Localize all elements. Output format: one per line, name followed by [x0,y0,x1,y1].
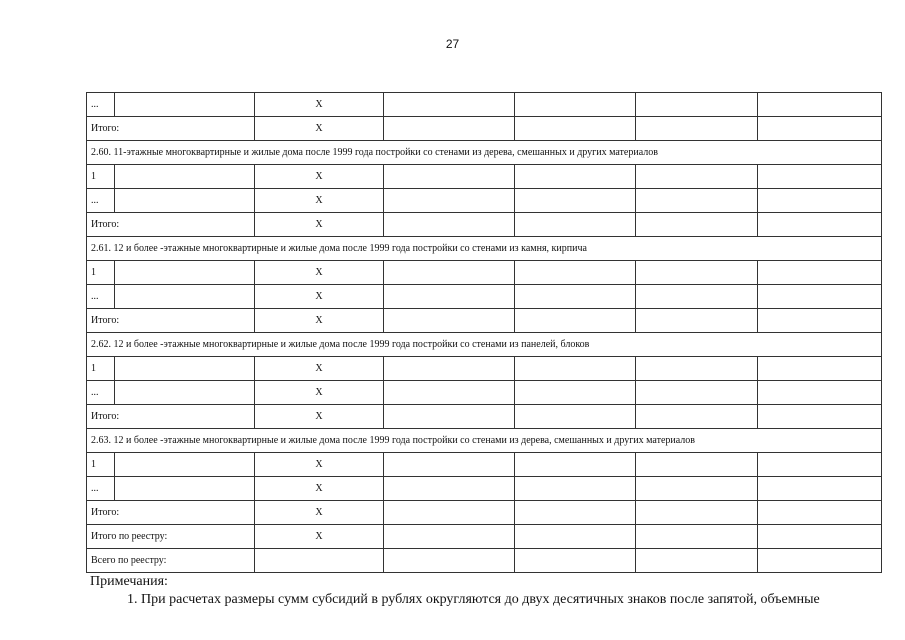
empty-cell [636,453,758,477]
row-number: 1 [87,261,115,285]
empty-cell [515,381,636,405]
total-label: Итого: [87,117,255,141]
row-number: ... [87,189,115,213]
empty-cell [384,285,515,309]
section-row [87,429,882,453]
row-name-cell [115,93,255,117]
total-row [87,501,882,525]
row-name-cell [115,285,255,309]
row-name-cell [115,189,255,213]
row-mark: X [255,261,384,285]
empty-cell [515,261,636,285]
empty-cell [636,213,758,237]
total-row [87,309,882,333]
empty-cell [384,405,515,429]
empty-cell [636,309,758,333]
empty-cell [636,261,758,285]
empty-cell [636,357,758,381]
table-row [87,381,882,405]
empty-cell [384,381,515,405]
empty-cell [515,525,636,549]
row-mark: X [255,525,384,549]
row-name-cell [115,477,255,501]
total-label: Итого: [87,405,255,429]
row-mark: X [255,405,384,429]
row-mark: X [255,381,384,405]
row-mark: X [255,357,384,381]
row-mark: X [255,189,384,213]
row-number: ... [87,93,115,117]
empty-cell [636,285,758,309]
empty-cell [636,93,758,117]
empty-cell [758,213,882,237]
empty-cell [636,189,758,213]
empty-cell [636,549,758,573]
row-mark: X [255,93,384,117]
section-title: 2.61. 12 и более -этажные многоквартирные и жилые дома после 1999 года постройки со стенами из камня, кирпича [87,237,882,261]
row-name-cell [115,261,255,285]
row-mark: X [255,453,384,477]
empty-cell [384,213,515,237]
row-name-cell [115,357,255,381]
empty-cell [636,117,758,141]
total-row [87,117,882,141]
empty-cell [758,357,882,381]
empty-cell [636,381,758,405]
row-number: 1 [87,357,115,381]
empty-cell [758,525,882,549]
empty-cell [515,189,636,213]
registry-table-body [87,93,882,573]
section-row [87,333,882,357]
notes-block [90,573,890,609]
empty-cell [758,261,882,285]
empty-cell [636,525,758,549]
empty-cell [758,477,882,501]
empty-cell [636,405,758,429]
row-mark: X [255,165,384,189]
row-name-cell [115,381,255,405]
empty-cell [384,309,515,333]
row-mark: X [255,477,384,501]
row-number: ... [87,477,115,501]
empty-cell [515,501,636,525]
empty-cell [384,453,515,477]
section-row [87,237,882,261]
empty-cell [384,165,515,189]
empty-cell [515,453,636,477]
empty-cell [384,357,515,381]
empty-cell [758,549,882,573]
empty-cell [636,501,758,525]
empty-cell [384,501,515,525]
notes-heading: Примечания: [90,574,168,589]
total-label: Итого: [87,501,255,525]
total-row [87,549,882,573]
empty-cell [758,501,882,525]
empty-cell [758,285,882,309]
empty-cell [636,165,758,189]
row-mark [255,549,384,573]
empty-cell [758,189,882,213]
page-number: 27 [445,37,460,51]
empty-cell [515,117,636,141]
row-name-cell [115,165,255,189]
empty-cell [758,93,882,117]
row-mark: X [255,309,384,333]
row-mark: X [255,285,384,309]
empty-cell [515,309,636,333]
row-name-cell [115,453,255,477]
empty-cell [384,117,515,141]
registry-table [86,92,882,573]
empty-cell [384,477,515,501]
table-row [87,285,882,309]
empty-cell [758,117,882,141]
empty-cell [758,453,882,477]
table-row [87,189,882,213]
empty-cell [758,165,882,189]
section-title: 2.62. 12 и более -этажные многоквартирные и жилые дома после 1999 года постройки со стенами из панелей, блоков [87,333,882,357]
table-row [87,453,882,477]
section-row [87,141,882,165]
table-row [87,477,882,501]
row-number: 1 [87,453,115,477]
empty-cell [758,309,882,333]
row-number: ... [87,285,115,309]
total-row [87,213,882,237]
total-label: Всего по реестру: [87,549,255,573]
row-number: ... [87,381,115,405]
empty-cell [384,189,515,213]
empty-cell [515,357,636,381]
table-row [87,93,882,117]
notes-item-1: 1. При расчетах размеры сумм субсидий в рублях округляются до двух десятичных знаков после запятой, объемные [127,592,820,607]
empty-cell [384,549,515,573]
empty-cell [515,549,636,573]
total-row [87,405,882,429]
table-row [87,261,882,285]
empty-cell [758,405,882,429]
table-row [87,165,882,189]
empty-cell [515,405,636,429]
table-row [87,357,882,381]
empty-cell [515,213,636,237]
total-label: Итого по реестру: [87,525,255,549]
total-row [87,525,882,549]
total-label: Итого: [87,309,255,333]
empty-cell [515,285,636,309]
empty-cell [384,525,515,549]
row-mark: X [255,501,384,525]
section-title: 2.60. 11-этажные многоквартирные и жилые дома после 1999 года постройки со стенами из дерева, смешанных и других материалов [87,141,882,165]
empty-cell [384,261,515,285]
section-title: 2.63. 12 и более -этажные многоквартирные и жилые дома после 1999 года постройки со стенами из дерева, смешанных и других материалов [87,429,882,453]
empty-cell [758,381,882,405]
row-mark: X [255,117,384,141]
empty-cell [515,477,636,501]
total-label: Итого: [87,213,255,237]
empty-cell [384,93,515,117]
row-number: 1 [87,165,115,189]
empty-cell [515,165,636,189]
empty-cell [636,477,758,501]
row-mark: X [255,213,384,237]
empty-cell [515,93,636,117]
